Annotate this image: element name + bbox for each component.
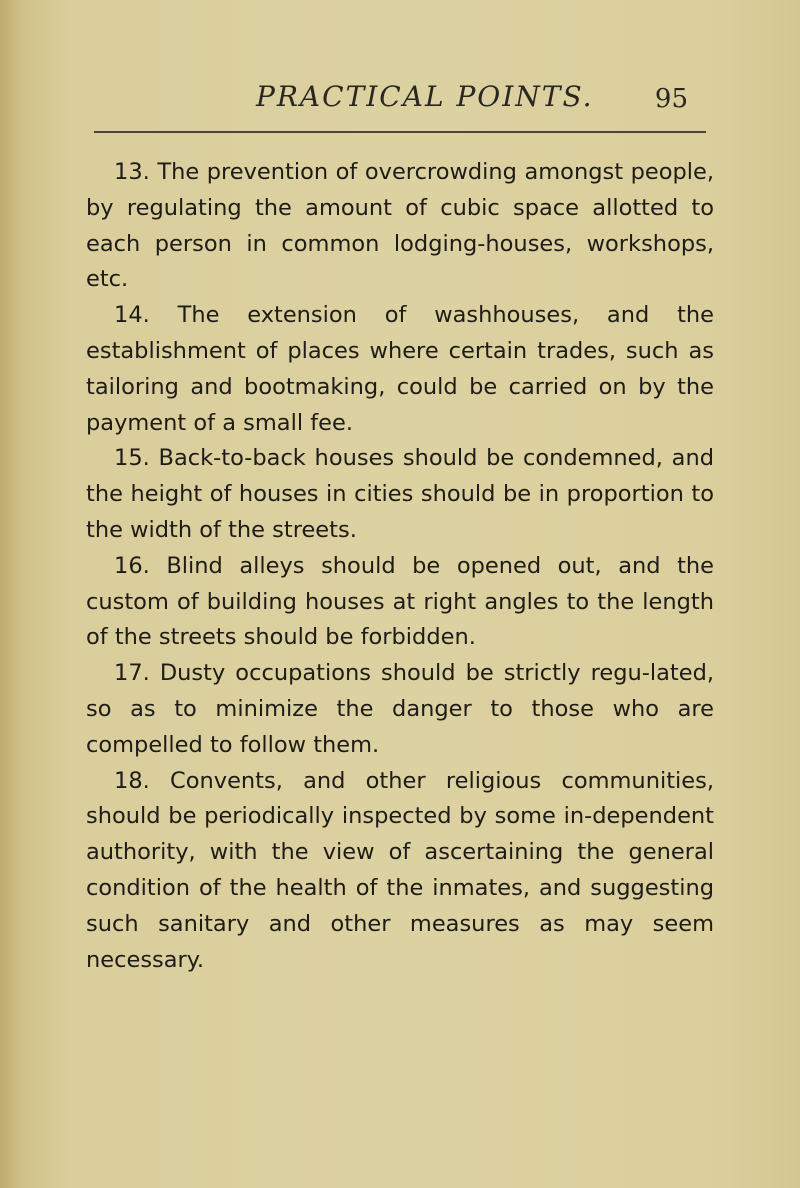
paragraph-13: 13. The prevention of overcrowding amongst people, by regulating the amount of cubic space allotted to each person in common lodging-houses, workshops, etc. [86,159,714,293]
paragraph-17: 17. Dusty occupations should be strictly regu-lated, so as to minimize the danger to those who are compelled to follow them. [86,660,714,758]
paragraph-18: 18. Convents, and other religious communities, should be periodically inspected by some in-dependent authority, with the view of ascertaining the general condition of the health of the inmates, and suggesting such sanitary and other measures as may seem necessary. [86,767,714,973]
page-number: 95 [654,84,688,114]
paragraph-14: 14. The extension of washhouses, and the establishment of places where certain trades, such as tailoring and bootmaking, could be carried on by the payment of a small fee. [86,302,714,436]
running-title: PRACTICAL POINTS. [256,80,594,113]
paragraph-15: 15. Back-to-back houses should be condemned, and the height of houses in cities should be in proportion to the width of the streets. [86,445,714,543]
header-rule [94,131,706,133]
body-text [86,155,714,978]
running-head [84,80,716,124]
paragraph-16: 16. Blind alleys should be opened out, and the custom of building houses at right angles to the length of the streets should be forbidden. [86,552,714,651]
